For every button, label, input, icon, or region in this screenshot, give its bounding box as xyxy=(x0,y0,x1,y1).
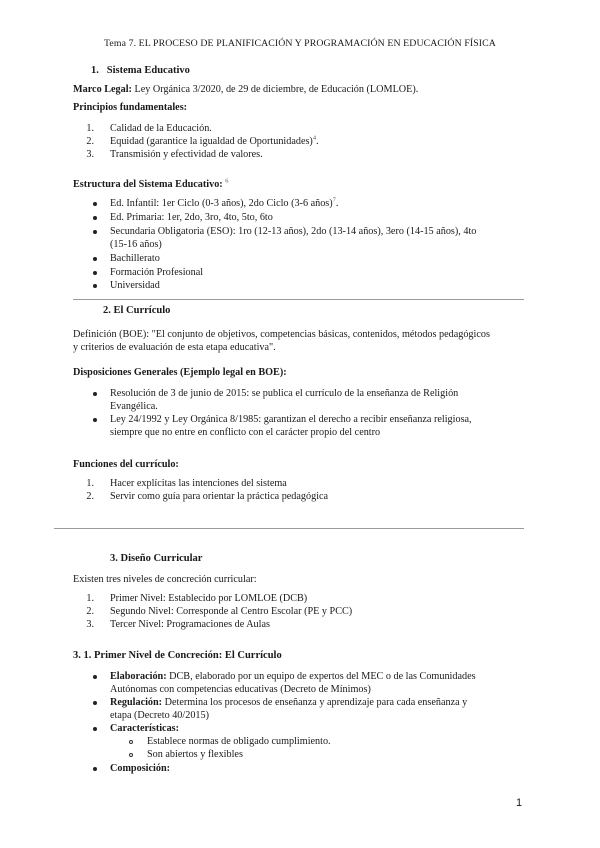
list-item-continuation: (15-16 años) xyxy=(110,239,162,250)
list-item: Tercer Nivel: Programaciones de Aulas xyxy=(110,619,270,630)
list-number: 1. xyxy=(86,593,94,604)
footnote-ref: 6 xyxy=(225,177,229,185)
list-number: 1. xyxy=(86,123,94,134)
list-text: Ed. Infantil: 1er Ciclo (0-3 años), 2do Ciclo (3-6 años) xyxy=(110,198,333,209)
list-item-continuation: Evangélica. xyxy=(110,401,158,412)
bullet-icon xyxy=(93,392,97,396)
caracteristicas-label: Características: xyxy=(110,723,180,734)
elaboracion-text: DCB, elaborado por un equipo de expertos del MEC o de las Comunidades xyxy=(166,671,476,682)
list-item: Ed. Primaria: 1er, 2do, 3ro, 4to, 5to, 6to xyxy=(110,212,273,223)
section-1-heading xyxy=(91,64,190,77)
list-text: Transmisión y efectividad de valores. xyxy=(110,149,263,160)
sub-bullet-icon xyxy=(129,753,133,757)
marco-legal-line xyxy=(73,83,418,96)
list-item: Resolución de 3 de junio de 2015: se publica el currículo de la enseñanza de Religión xyxy=(110,388,459,399)
list-item-continuation: siempre que no entre en conflicto con el carácter propio del centro xyxy=(110,427,381,438)
list-item: Establece normas de obligado cumplimiento. xyxy=(147,736,331,747)
section-3-heading: 3. Diseño Curricular xyxy=(110,553,203,564)
list-item: Segundo Nivel: Corresponde al Centro Escolar (PE y PCC) xyxy=(110,606,353,617)
list-item: Formación Profesional xyxy=(110,267,204,278)
page-number: 1 xyxy=(516,797,523,809)
section-2-heading: 2. El Currículo xyxy=(103,305,171,316)
bullet-icon xyxy=(93,271,97,275)
list-text-wrap xyxy=(110,135,319,148)
bullet-icon xyxy=(93,216,97,220)
list-item-continuation: Autónomas con competencias educativas (Decreto de Mínimos) xyxy=(110,684,371,695)
list-text: Calidad de la Educación. xyxy=(110,123,212,134)
section-divider xyxy=(54,528,524,529)
bullet-icon xyxy=(93,727,97,731)
list-item: Son abiertos y flexibles xyxy=(147,749,243,760)
list-number: 2. xyxy=(86,491,94,502)
list-item: Universidad xyxy=(110,280,160,291)
niveles-intro: Existen tres niveles de concreción curricular: xyxy=(73,574,257,585)
list-item xyxy=(110,696,467,709)
marco-legal-text: Ley Orgánica 3/2020, de 29 de diciembre, de Educación (LOMLOE). xyxy=(131,84,419,95)
estructura-heading: Estructura del Sistema Educativo: xyxy=(73,179,223,190)
list-item: Secundaria Obligatoria (ESO): 1ro (12-13 años), 2do (13-14 años), 3ero (14-15 años), 4to xyxy=(110,226,477,237)
composicion-label: Composición: xyxy=(110,763,170,774)
bullet-icon xyxy=(93,675,97,679)
bullet-icon xyxy=(93,202,97,206)
section-1-number: 1. xyxy=(91,65,99,76)
footnote-ref: 4 xyxy=(312,134,317,142)
list-item: Servir como guía para orientar la práctica pedagógica xyxy=(110,491,329,502)
definicion-line-2: y criterios de evaluación de esta etapa educativa". xyxy=(73,342,276,353)
footnote-ref: 7 xyxy=(332,196,336,204)
bullet-icon xyxy=(93,230,97,234)
list-number: 3. xyxy=(86,149,94,160)
list-item xyxy=(110,197,338,210)
list-item-continuation: etapa (Decreto 40/2015) xyxy=(110,710,209,721)
marco-legal-label: Marco Legal: xyxy=(73,84,132,95)
regulacion-text: Determina los procesos de enseñanza y aprendizaje para cada enseñanza y xyxy=(162,697,468,708)
list-number: 3. xyxy=(86,619,94,630)
section-1-title: Sistema Educativo xyxy=(106,65,190,76)
list-text: Equidad (garantice la igualdad de Oportunidades) xyxy=(110,136,313,147)
bullet-icon xyxy=(93,418,97,422)
section-divider xyxy=(73,299,524,300)
bullet-icon xyxy=(93,767,97,771)
list-number: 1. xyxy=(86,478,94,489)
bullet-icon xyxy=(93,257,97,261)
principios-heading: Principios fundamentales: xyxy=(73,102,188,113)
list-item: Bachillerato xyxy=(110,253,160,264)
regulacion-label: Regulación: xyxy=(110,697,163,708)
list-suffix: . xyxy=(316,136,319,147)
disposiciones-heading: Disposiciones Generales (Ejemplo legal en BOE): xyxy=(73,367,287,378)
bullet-icon xyxy=(93,701,97,705)
list-item: Hacer explícitas las intenciones del sistema xyxy=(110,478,287,489)
list-item: Ley 24/1992 y Ley Orgánica 8/1985: garantizan el derecho a recibir enseñanza religiosa, xyxy=(110,414,472,425)
section-3-1-heading: 3. 1. Primer Nivel de Concreción: El Currículo xyxy=(73,650,282,661)
document-title: Tema 7. EL PROCESO DE PLANIFICACIÓN Y PROGRAMACIÓN EN EDUCACIÓN FÍSICA xyxy=(104,38,496,49)
estructura-heading-line xyxy=(73,178,229,191)
list-suffix: . xyxy=(335,198,339,209)
bullet-icon xyxy=(93,284,97,288)
list-item xyxy=(110,670,476,683)
funciones-heading: Funciones del currículo: xyxy=(73,459,179,470)
sub-bullet-icon xyxy=(129,740,133,744)
list-number: 2. xyxy=(86,606,94,617)
elaboracion-label: Elaboración: xyxy=(110,671,167,682)
list-item: Primer Nivel: Establecido por LOMLOE (DCB) xyxy=(110,593,308,604)
list-number: 2. xyxy=(86,136,94,147)
definicion-line-1: Definición (BOE): "El conjunto de objetivos, competencias básicas, contenidos, métodos pedagógicos xyxy=(73,329,490,340)
